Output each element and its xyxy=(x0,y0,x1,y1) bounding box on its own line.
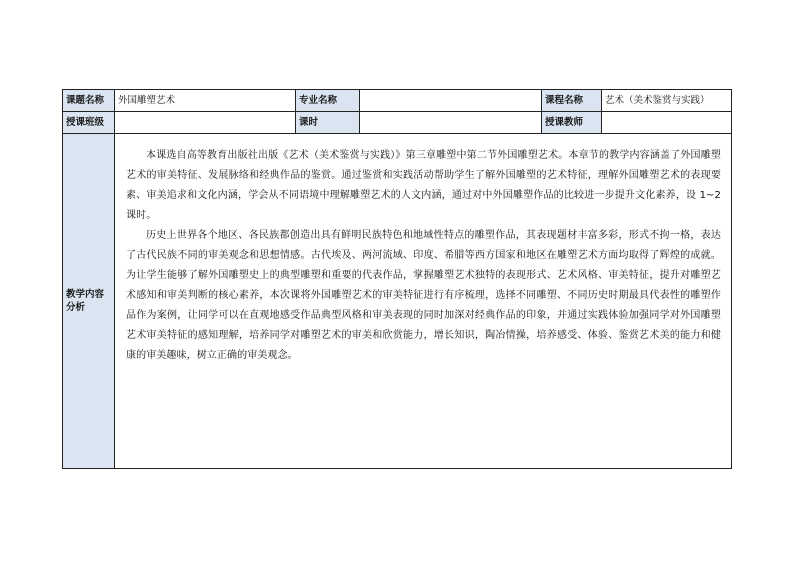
table-row xyxy=(63,112,732,134)
subject-value: 艺术（美术鉴赏与实践） xyxy=(602,90,732,112)
analysis-label: 教学内容分析 xyxy=(63,134,115,469)
analysis-paragraph-2: 历史上世界各个地区、各民族都创造出具有鲜明民族特色和地域性特点的雕塑作品，其表现题材丰富多彩，形式不拘一格，表达了古代民族不同的审美观念和思想情感。古代埃及、两河流域、印度、希腊等西方国家和地区在雕塑艺术方面均取得了辉煌的成就。为让学生能够了解外国雕塑史上的典型雕塑和重要的代表作品，掌握雕塑艺术独特的表现形式、艺术风格、审美特征，提升对雕塑艺术感知和审美判断的核心素养，本次课将外国雕塑艺术的审美特征进行有序梳理，选择不同雕塑、不同历史时期最具代表性的雕塑作品作为案例，让同学可以在直观地感受作品典型风格和审美表现的同时加深对经典作品的印象，并通过实践体验加强同学对外国雕塑艺术审美特征的感知理解，培养同学对雕塑艺术的审美和欣赏能力，增长知识，陶冶情操，培养感受、体验、鉴赏艺术美的能力和健康的审美趣味，树立正确的审美观念。 xyxy=(126,230,721,361)
course-title-value: 外国雕塑艺术 xyxy=(115,90,296,112)
hours-label: 课时 xyxy=(296,112,360,134)
teacher-label: 授课教师 xyxy=(542,112,602,134)
analysis-content xyxy=(115,134,732,469)
major-label: 专业名称 xyxy=(296,90,360,112)
class-label: 授课班级 xyxy=(63,112,115,134)
table-row xyxy=(63,134,732,469)
course-title-label: 课题名称 xyxy=(63,90,115,112)
subject-label: 课程名称 xyxy=(542,90,602,112)
lesson-plan-table xyxy=(62,89,732,469)
hours-value xyxy=(360,112,542,134)
teacher-value xyxy=(602,112,732,134)
table-row xyxy=(63,90,732,112)
analysis-paragraph-1: 本课选自高等教育出版社出版《艺术（美术鉴赏与实践）》第三章雕塑中第二节外国雕塑艺术。本章节的教学内容涵盖了外国雕塑艺术的审美特征、发展脉络和经典作品的鉴赏。通过鉴赏和实践活动帮助学生了解外国雕塑的艺术特征，理解外国雕塑艺术的表现要素、审美追求和文化内涵，学会从不同语境中理解雕塑艺术的人文内涵，通过对中外国雕塑作品的比较进一步提升文化素养，设 1~2 课时。 xyxy=(126,150,721,221)
class-value xyxy=(115,112,296,134)
major-value xyxy=(360,90,542,112)
